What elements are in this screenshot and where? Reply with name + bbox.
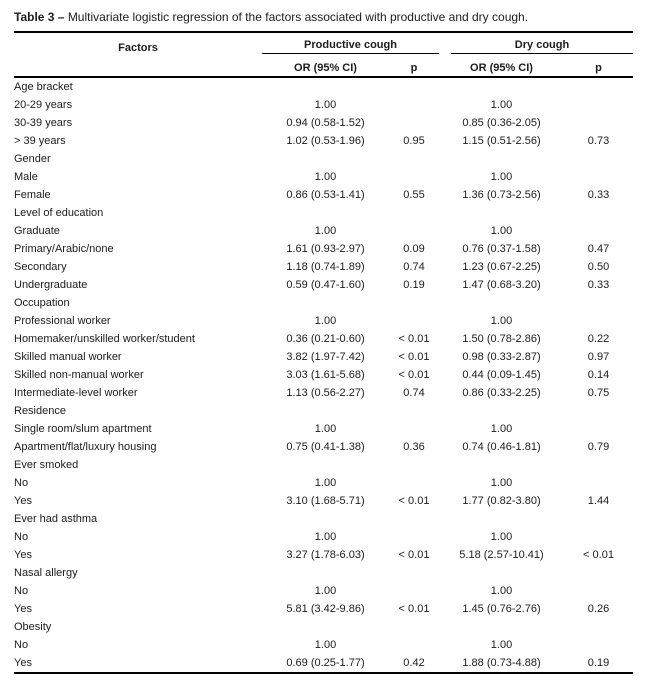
productive-or-value: 3.10 (1.68-5.71) [286, 495, 365, 507]
productive-or-value: 1.00 [314, 99, 337, 111]
productive-p-value: < 0.01 [398, 603, 430, 615]
productive-or-value: 1.02 (0.53-1.96) [286, 135, 365, 147]
factor-category-label: Occupation [14, 297, 70, 309]
column-header-p-dry: p [564, 54, 633, 77]
productive-or-value: 0.75 (0.41-1.38) [286, 441, 365, 453]
productive-or-value: 1.00 [314, 531, 337, 543]
column-header-p-productive: p [389, 54, 439, 77]
factor-label: 30-39 years [14, 117, 73, 129]
dry-p-value: 0.33 [587, 189, 610, 201]
dry-p-value: 0.19 [587, 657, 610, 669]
table-row [14, 582, 633, 600]
dry-or-value: 1.45 (0.76-2.76) [462, 603, 541, 615]
dry-p-value: 0.73 [587, 135, 610, 147]
productive-or-value: 0.69 (0.25-1.77) [286, 657, 365, 669]
dry-p-value [564, 114, 633, 132]
factor-label: Skilled non-manual worker [14, 369, 144, 381]
dry-p-value: 0.47 [587, 243, 610, 255]
factor-label: > 39 years [14, 135, 66, 147]
factor-label: Primary/Arabic/none [14, 243, 114, 255]
table-caption-text: Multivariate logistic regression of the factors associated with productive and dry cough. [67, 10, 529, 24]
column-header-factors: Factors [118, 42, 158, 54]
factor-label: Homemaker/unskilled worker/student [14, 333, 195, 345]
table-caption-label: Table 3 – [14, 10, 65, 24]
table-row [14, 114, 633, 132]
factor-label: Male [14, 171, 38, 183]
dry-or-value: 1.88 (0.73-4.88) [462, 657, 541, 669]
factor-category-row [14, 510, 633, 528]
factor-category-row [14, 564, 633, 582]
table-row [14, 330, 633, 348]
dry-or-value: 1.00 [490, 639, 513, 651]
factor-label: Professional worker [14, 315, 111, 327]
dry-p-value: 0.33 [587, 279, 610, 291]
dry-p-value: 1.44 [587, 495, 610, 507]
table-row [14, 420, 633, 438]
factor-category-label: Obesity [14, 621, 52, 633]
dry-p-value: 0.79 [587, 441, 610, 453]
productive-or-value: 1.00 [314, 585, 337, 597]
dry-or-value: 1.00 [490, 531, 513, 543]
factor-category-row [14, 77, 633, 96]
productive-or-value: 0.86 (0.53-1.41) [286, 189, 365, 201]
factor-category-row [14, 294, 633, 312]
factor-category-label: Level of education [14, 207, 104, 219]
factor-label: Graduate [14, 225, 60, 237]
dry-p-value: < 0.01 [583, 549, 614, 561]
dry-p-value [564, 528, 633, 546]
factor-label: Yes [14, 603, 32, 615]
column-header-or-dry: OR (95% CI) [439, 54, 564, 77]
table-row [14, 474, 633, 492]
productive-or-value: 1.00 [314, 315, 337, 327]
table-row [14, 96, 633, 114]
productive-or-value: 1.61 (0.93-2.97) [286, 243, 365, 255]
table-row [14, 258, 633, 276]
productive-p-value: < 0.01 [398, 351, 430, 363]
productive-p-value [389, 312, 439, 330]
productive-p-value [389, 114, 439, 132]
table-row [14, 492, 633, 510]
sub-header-spacer [14, 54, 262, 77]
dry-p-value: 0.50 [587, 261, 610, 273]
factor-category-row [14, 150, 633, 168]
productive-or-value: 0.59 (0.47-1.60) [286, 279, 365, 291]
dry-or-value: 1.36 (0.73-2.56) [462, 189, 541, 201]
factor-label: Yes [14, 495, 32, 507]
dry-or-value: 0.86 (0.33-2.25) [462, 387, 541, 399]
productive-p-value: 0.55 [403, 189, 425, 201]
dry-p-value: 0.22 [587, 333, 610, 345]
table-row [14, 366, 633, 384]
dry-or-value: 1.00 [490, 171, 513, 183]
productive-p-value: < 0.01 [398, 549, 430, 561]
column-group-dry-cough [439, 32, 633, 54]
table-row [14, 348, 633, 366]
factor-label: Skilled manual worker [14, 351, 122, 363]
dry-or-value: 1.77 (0.82-3.80) [462, 495, 541, 507]
factor-category-label: Ever smoked [14, 459, 79, 471]
table-row [14, 312, 633, 330]
factor-category-label: Gender [14, 153, 51, 165]
dry-or-value: 1.00 [490, 477, 513, 489]
factor-label: Yes [14, 549, 32, 561]
column-group-productive-cough-label: Productive cough [262, 39, 439, 54]
table-header [14, 32, 633, 77]
factor-category-row [14, 618, 633, 636]
productive-or-value: 0.94 (0.58-1.52) [286, 117, 365, 129]
table-row [14, 528, 633, 546]
dry-p-value: 0.26 [587, 603, 610, 615]
regression-table [14, 31, 633, 674]
factor-label: Secondary [14, 261, 67, 273]
factor-label: No [14, 585, 29, 597]
productive-or-value: 1.00 [314, 171, 337, 183]
productive-p-value [389, 96, 439, 114]
table-row [14, 222, 633, 240]
table-row [14, 132, 633, 150]
factor-label: Apartment/flat/luxury housing [14, 441, 157, 453]
productive-or-value: 1.18 (0.74-1.89) [286, 261, 365, 273]
dry-p-value: 0.75 [587, 387, 610, 399]
productive-p-value: 0.19 [403, 279, 425, 291]
factor-label: No [14, 531, 29, 543]
dry-or-value: 1.50 (0.78-2.86) [462, 333, 541, 345]
factor-label: No [14, 639, 29, 651]
dry-or-value: 1.00 [490, 99, 513, 111]
dry-or-value: 1.00 [490, 315, 513, 327]
productive-or-value: 3.03 (1.61-5.68) [286, 369, 365, 381]
dry-p-value [564, 312, 633, 330]
productive-or-value: 1.00 [314, 477, 337, 489]
productive-p-value: 0.74 [403, 261, 425, 273]
factor-category-row [14, 456, 633, 474]
productive-or-value: 3.82 (1.97-7.42) [286, 351, 365, 363]
productive-or-value: 1.00 [314, 225, 337, 237]
sub-header-row [14, 54, 633, 77]
column-header-or-productive: OR (95% CI) [262, 54, 389, 77]
dry-p-value [564, 96, 633, 114]
table-row [14, 168, 633, 186]
factor-label: Intermediate-level worker [14, 387, 138, 399]
dry-or-value: 0.98 (0.33-2.87) [462, 351, 541, 363]
dry-p-value [564, 168, 633, 186]
dry-or-value: 5.18 (2.57-10.41) [459, 549, 544, 561]
factor-label: No [14, 477, 29, 489]
productive-p-value: < 0.01 [398, 333, 430, 345]
dry-p-value [564, 636, 633, 654]
dry-p-value: 0.14 [587, 369, 610, 381]
table-row [14, 438, 633, 456]
factor-label: Single room/slum apartment [14, 423, 152, 435]
table-row [14, 240, 633, 258]
table-row [14, 546, 633, 564]
productive-p-value [389, 528, 439, 546]
productive-p-value [389, 636, 439, 654]
dry-or-value: 1.00 [490, 585, 513, 597]
factor-label: 20-29 years [14, 99, 73, 111]
productive-or-value: 1.00 [314, 423, 337, 435]
dry-or-value: 1.47 (0.68-3.20) [462, 279, 541, 291]
factor-label: Undergraduate [14, 279, 88, 291]
dry-or-value: 1.00 [490, 423, 513, 435]
dry-p-value [564, 222, 633, 240]
productive-or-value: 1.00 [314, 639, 337, 651]
productive-p-value: 0.09 [403, 243, 425, 255]
table-row [14, 600, 633, 618]
productive-p-value: < 0.01 [398, 369, 430, 381]
productive-or-value: 1.13 (0.56-2.27) [286, 387, 365, 399]
productive-p-value [389, 582, 439, 600]
dry-p-value [564, 582, 633, 600]
productive-or-value: 0.36 (0.21-0.60) [286, 333, 365, 345]
factor-category-label: Nasal allergy [14, 567, 78, 579]
table-row [14, 654, 633, 673]
factor-category-row [14, 402, 633, 420]
productive-p-value: 0.36 [403, 441, 425, 453]
dry-or-value: 0.44 (0.09-1.45) [462, 369, 541, 381]
dry-or-value: 1.00 [490, 225, 513, 237]
factor-label: Female [14, 189, 51, 201]
productive-p-value [389, 168, 439, 186]
factor-category-row [14, 204, 633, 222]
factor-category-label: Residence [14, 405, 66, 417]
table-row [14, 384, 633, 402]
dry-or-value: 1.23 (0.67-2.25) [462, 261, 541, 273]
productive-p-value: 0.42 [403, 657, 425, 669]
group-header-row [14, 32, 633, 54]
dry-or-value: 0.85 (0.36-2.05) [462, 117, 541, 129]
productive-p-value: 0.74 [403, 387, 425, 399]
factor-label: Yes [14, 657, 32, 669]
table-body [14, 77, 633, 673]
table-caption [14, 9, 633, 25]
factor-category-label: Ever had asthma [14, 513, 98, 525]
dry-p-value [564, 420, 633, 438]
dry-p-value: 0.97 [587, 351, 610, 363]
productive-p-value [389, 420, 439, 438]
table-row [14, 276, 633, 294]
productive-or-value: 3.27 (1.78-6.03) [286, 549, 365, 561]
dry-or-value: 0.76 (0.37-1.58) [462, 243, 541, 255]
dry-or-value: 0.74 (0.46-1.81) [462, 441, 541, 453]
productive-p-value [389, 474, 439, 492]
dry-or-value: 1.15 (0.51-2.56) [462, 135, 541, 147]
factor-category-label: Age bracket [14, 81, 73, 93]
productive-p-value: 0.95 [403, 135, 425, 147]
column-group-productive-cough [262, 32, 439, 54]
table-row [14, 186, 633, 204]
productive-p-value: < 0.01 [398, 495, 430, 507]
table-row [14, 636, 633, 654]
productive-p-value [389, 222, 439, 240]
productive-or-value: 5.81 (3.42-9.86) [286, 603, 365, 615]
dry-p-value [564, 474, 633, 492]
column-group-dry-cough-label: Dry cough [451, 39, 633, 54]
